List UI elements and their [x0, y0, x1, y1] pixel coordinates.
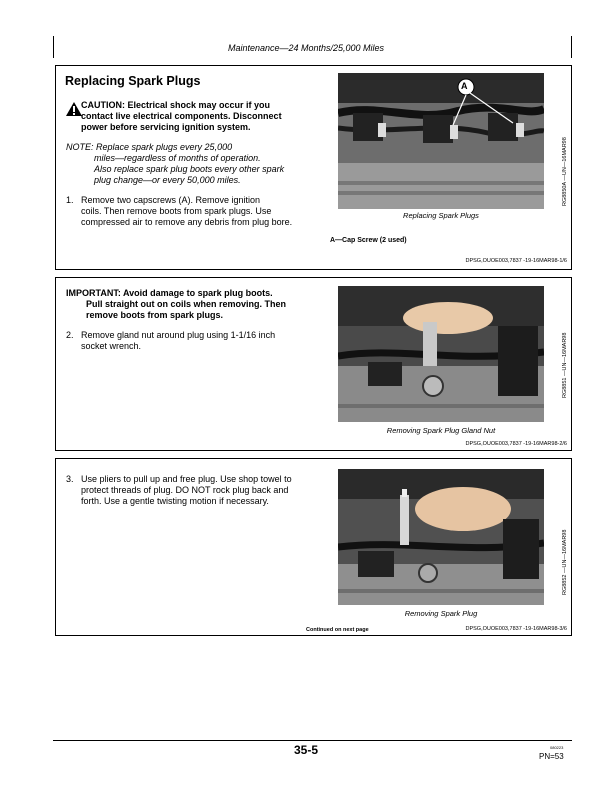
footer-pn: PN=53	[539, 752, 564, 761]
figure-legend: A—Cap Screw (2 used)	[330, 237, 407, 244]
caution-line: CAUTION: Electrical shock may occur if you	[81, 100, 271, 110]
figure-side-label: RG8850A —UN—16MAR98	[562, 137, 568, 206]
step-line: Remove gland nut around plug using 1-1/16 inch	[81, 330, 276, 340]
note-line: Also replace spark plug boots every other spark	[94, 164, 285, 174]
step-number: 2.	[66, 330, 74, 340]
document-reference: DPSG,OUOE003,7837 -19-16MAR98-1/6	[465, 258, 567, 264]
figure-caption: Removing Spark Plug	[404, 609, 478, 618]
photo-removing-spark-plug	[338, 469, 544, 605]
step-3	[66, 474, 326, 507]
step-2	[66, 330, 316, 352]
photo-removing-gland-nut	[338, 286, 544, 422]
step-number: 1.	[66, 195, 74, 205]
section-removing-spark-plug	[55, 458, 572, 636]
figure-side-label: RG8852 —UN—16MAR98	[562, 529, 568, 595]
section-gland-nut	[55, 277, 572, 451]
important-block	[66, 288, 326, 321]
document-reference: DPSG,OUOE003,7837 -19-16MAR98-3/6	[465, 626, 567, 632]
caution-line: power before servicing ignition system.	[81, 122, 251, 132]
figure-caption: Removing Spark Plug Gland Nut	[386, 426, 496, 435]
section-replacing-spark-plugs	[55, 65, 572, 270]
step-number: 3.	[66, 474, 74, 484]
step-line: forth. Use a gentle twisting motion if necessary.	[81, 496, 269, 506]
step-line: Use pliers to pull up and free plug. Use shop towel to	[81, 474, 292, 484]
note-block	[66, 142, 316, 186]
step-line: Remove two capscrews (A). Remove ignition	[81, 195, 261, 205]
important-line: Pull straight out on coils when removing. Then	[86, 299, 287, 309]
important-line: remove boots from spark plugs.	[86, 310, 224, 320]
step-line: compressed air to remove any debris from plug bore.	[81, 217, 293, 227]
note-line: plug change—or every 50,000 miles.	[94, 175, 241, 185]
step-1	[66, 195, 316, 228]
section-title: Replacing Spark Plugs	[65, 74, 201, 88]
step-line: socket wrench.	[81, 341, 142, 351]
figure-caption: Replacing Spark Plugs	[403, 211, 479, 220]
footer-rule	[53, 740, 572, 741]
page-number: 35-5	[293, 743, 319, 757]
important-line: IMPORTANT: Avoid damage to spark plug boots.	[66, 288, 273, 298]
caution-line: contact live electrical components. Disconnect	[81, 111, 282, 121]
page-header-title: Maintenance—24 Months/25,000 Miles	[227, 43, 385, 53]
note-line: miles—regardless of months of operation.	[94, 153, 261, 163]
photo-replacing-spark-plugs	[338, 73, 544, 209]
note-line: NOTE: Replace spark plugs every 25,000	[66, 142, 233, 152]
caution-block	[66, 100, 316, 133]
footer-code: 080223	[550, 745, 564, 750]
step-line: coils. Then remove boots from spark plugs. Use	[81, 206, 272, 216]
callout-a-label: A	[461, 81, 468, 91]
figure-side-label: RG8851 —UN—16MAR98	[562, 332, 568, 398]
continued-note: Continued on next page	[306, 627, 369, 633]
step-line: protect threads of plug. DO NOT rock plug back and	[81, 485, 289, 495]
warning-triangle-icon	[66, 102, 82, 116]
document-reference: DPSG,OUOE003,7837 -19-16MAR98-2/6	[465, 441, 567, 447]
